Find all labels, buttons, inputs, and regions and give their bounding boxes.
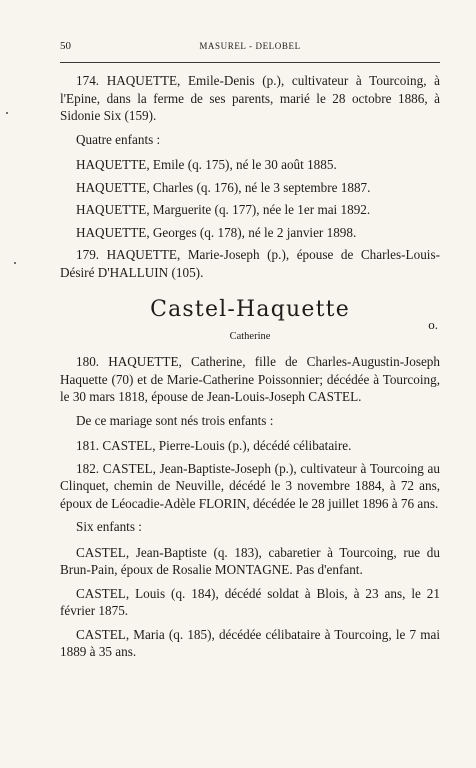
child-entry: CASTEL, Maria (q. 185), décédée célibataire à Tourcoing, le 7 mai 1889 à 35 ans. bbox=[60, 626, 440, 659]
child-entry: CASTEL, Jean-Baptiste (q. 183), cabaretier à Tourcoing, rue du Brun-Pain, époux de Rosalie MONTAGNE. Pas d'enfant. bbox=[60, 544, 440, 577]
children-heading-174: Quatre enfants : bbox=[76, 131, 161, 147]
section-marker: o. bbox=[428, 317, 438, 332]
page-header bbox=[60, 40, 440, 58]
entry-182: 182. CASTEL, Jean-Baptiste-Joseph (p.), cultivateur à Tourcoing au Clinquet, chemin de Neuville, décédé le 3 novembre 1884, à 72 ans, époux de Léocadie-Adèle FLORIN, décédée le 28 juillet 1896 à 76 ans. bbox=[60, 460, 440, 511]
section-title: Castel-Haquette bbox=[150, 297, 350, 322]
running-title: MASUREL - DELOBEL bbox=[199, 41, 301, 51]
child-entry: HAQUETTE, Charles (q. 176), né le 3 septembre 1887. bbox=[76, 179, 371, 195]
page-body bbox=[60, 72, 440, 667]
child-entry: HAQUETTE, Georges (q. 178), né le 2 janvier 1898. bbox=[76, 224, 357, 240]
children-heading-182: Six enfants : bbox=[76, 519, 142, 534]
child-entry: CASTEL, Louis (q. 184), décédé soldat à Blois, à 23 ans, le 21 février 1875. bbox=[60, 585, 440, 618]
child-entry: HAQUETTE, Emile (q. 175), né le 30 août 1885. bbox=[76, 157, 337, 172]
header-rule bbox=[60, 62, 440, 63]
entry-180: 180. HAQUETTE, Catherine, fille de Charles-Augustin-Joseph Haquette (70) et de Marie-Catherine Poissonnier; décédée à Tourcoing, le 30 mars 1818, épouse de Jean-Louis-Joseph CASTEL. bbox=[60, 354, 440, 404]
entry-179: 179. HAQUETTE, Marie-Joseph (p.), épouse de Charles-Louis-Désiré D'HALLUIN (105). bbox=[60, 247, 440, 280]
page-number: 50 bbox=[60, 40, 71, 52]
entry-174: 174. HAQUETTE, Emile-Denis (p.), cultivateur à Tourcoing, à l'Epine, dans la ferme de ses parents, marié le 28 octobre 1886, à Sidonie Six (159). bbox=[60, 73, 440, 123]
child-entry: HAQUETTE, Marguerite (q. 177), née le 1er mai 1892. bbox=[76, 202, 371, 217]
entry-181: 181. CASTEL, Pierre-Louis (p.), décédé célibataire. bbox=[76, 438, 352, 453]
paper-speck bbox=[6, 112, 8, 114]
paper-speck bbox=[14, 262, 16, 264]
section-subtitle: Catherine bbox=[229, 331, 271, 342]
children-heading-180: De ce mariage sont nés trois enfants : bbox=[76, 412, 274, 428]
section-heading bbox=[60, 287, 440, 347]
